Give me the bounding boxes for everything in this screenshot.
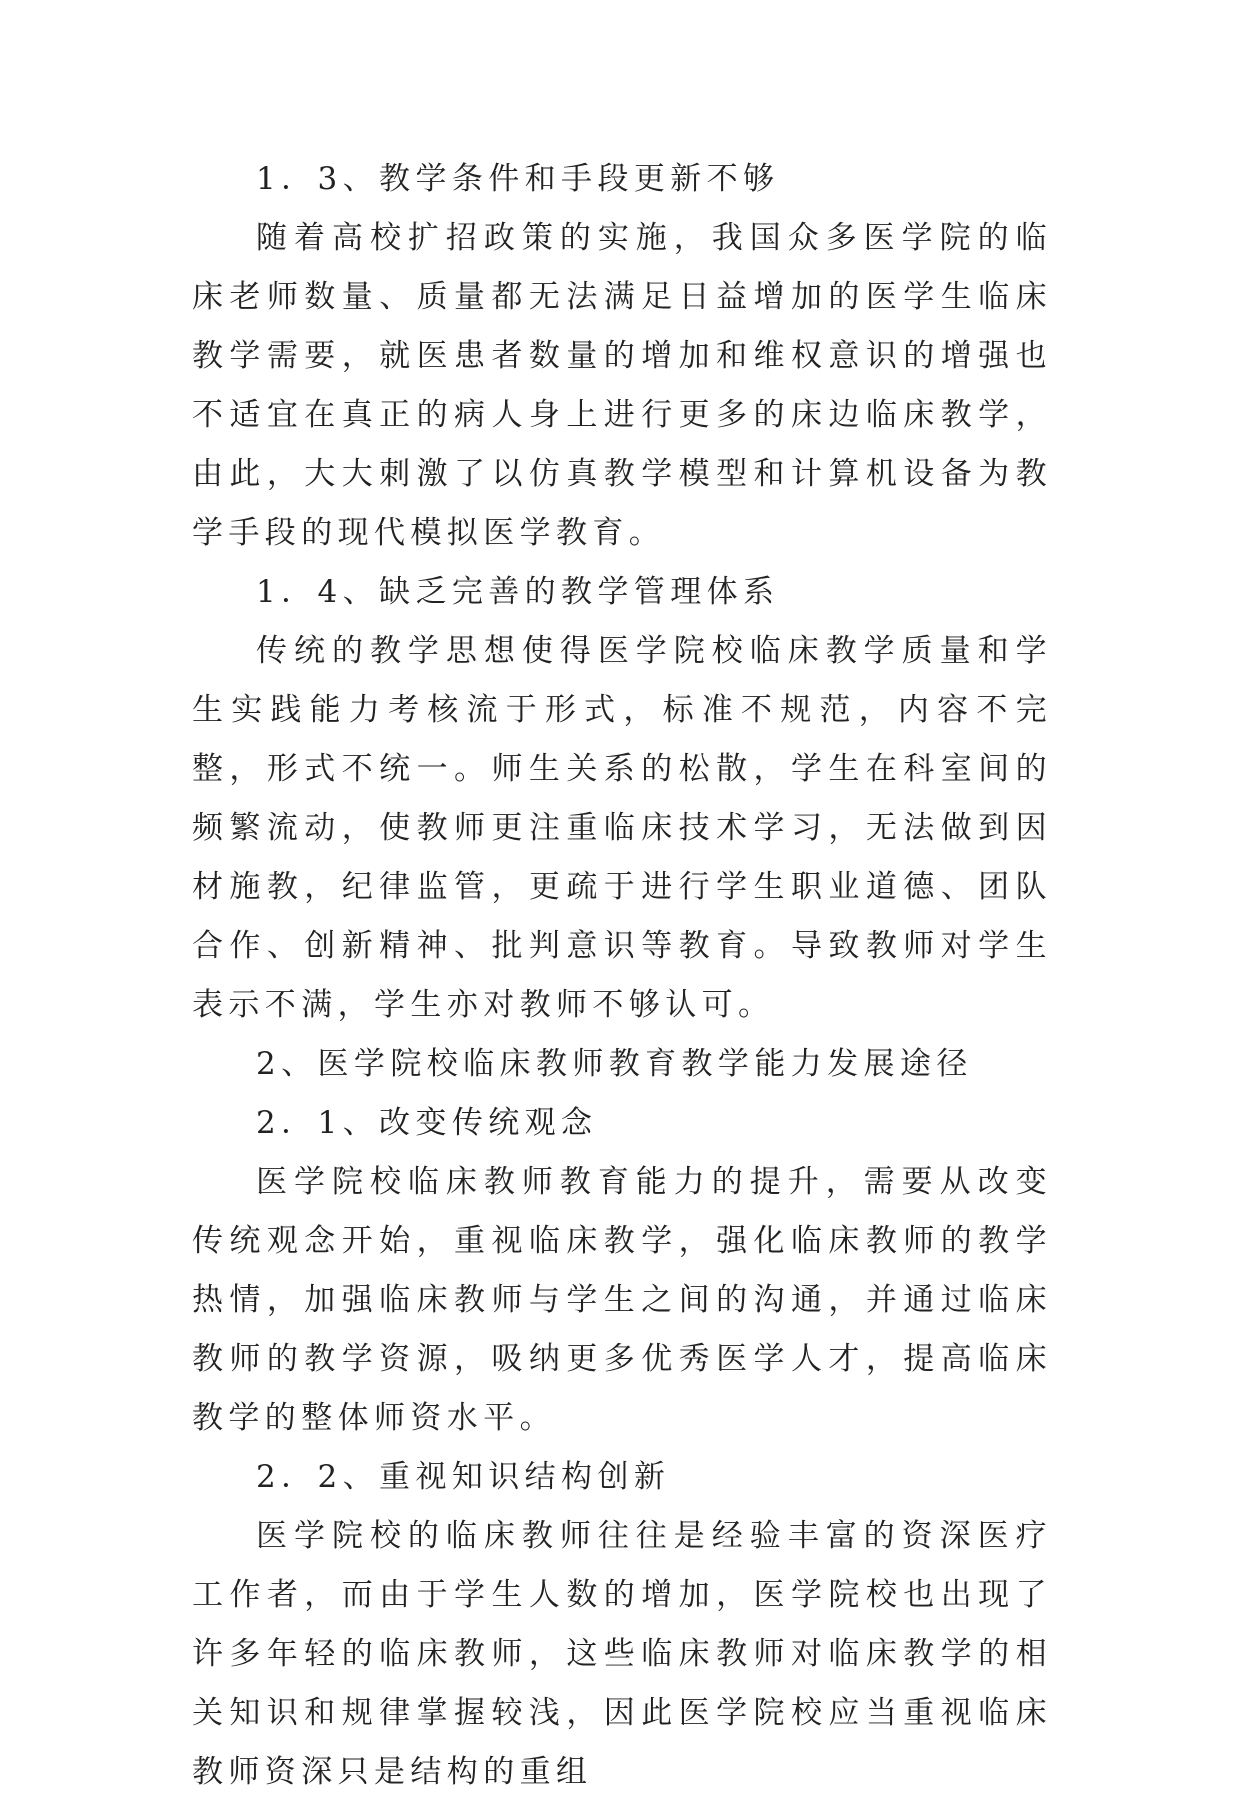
section-heading-2-1: 2．1、改变传统观念: [256, 1105, 598, 1141]
paragraph-teaching-conditions: 随着高校扩招政策的实施，我国众多医学院的临床老师数量、质量都无法满足日益增加的医学生临床教学需要，就医患者数量的增加和维权意识的增强也不适宜在真正的病人身上进行更多的床边临床教学，由此，大大刺激了以仿真教学模型和计算机设备为教学手段的现代模拟医学教育。: [192, 220, 1052, 551]
section-heading-2: 2、医学院校临床教师教育教学能力发展途径: [256, 1046, 973, 1082]
paragraph-management-system: 传统的教学思想使得医学院校临床教学质量和学生实践能力考核流于形式，标准不规范，内容不完整，形式不统一。师生关系的松散，学生在科室间的频繁流动，使教师更注重临床技术学习，无法做到因材施教，纪律监管，更疏于进行学生职业道德、团队合作、创新精神、批判意识等教育。导致教师对学生表示不满，学生亦对教师不够认可。: [192, 633, 1052, 1023]
section-heading-1-3: 1．3、教学条件和手段更新不够: [256, 161, 780, 197]
section-heading-2-2: 2．2、重视知识结构创新: [256, 1459, 671, 1495]
document-body: [192, 150, 1052, 1802]
section-heading-1-4: 1．4、缺乏完善的教学管理体系: [256, 574, 780, 610]
paragraph-knowledge-structure: 医学院校的临床教师往往是经验丰富的资深医疗工作者，而由于学生人数的增加，医学院校也出现了许多年轻的临床教师，这些临床教师对临床教学的相关知识和规律掌握较浅，因此医学院校应当重视临床教师资深只是结构的重组: [192, 1518, 1052, 1790]
paragraph-change-concepts: 医学院校临床教师教育能力的提升，需要从改变传统观念开始，重视临床教学，强化临床教师的教学热情，加强临床教师与学生之间的沟通，并通过临床教师的教学资源，吸纳更多优秀医学人才，提高临床教学的整体师资水平。: [192, 1164, 1052, 1436]
